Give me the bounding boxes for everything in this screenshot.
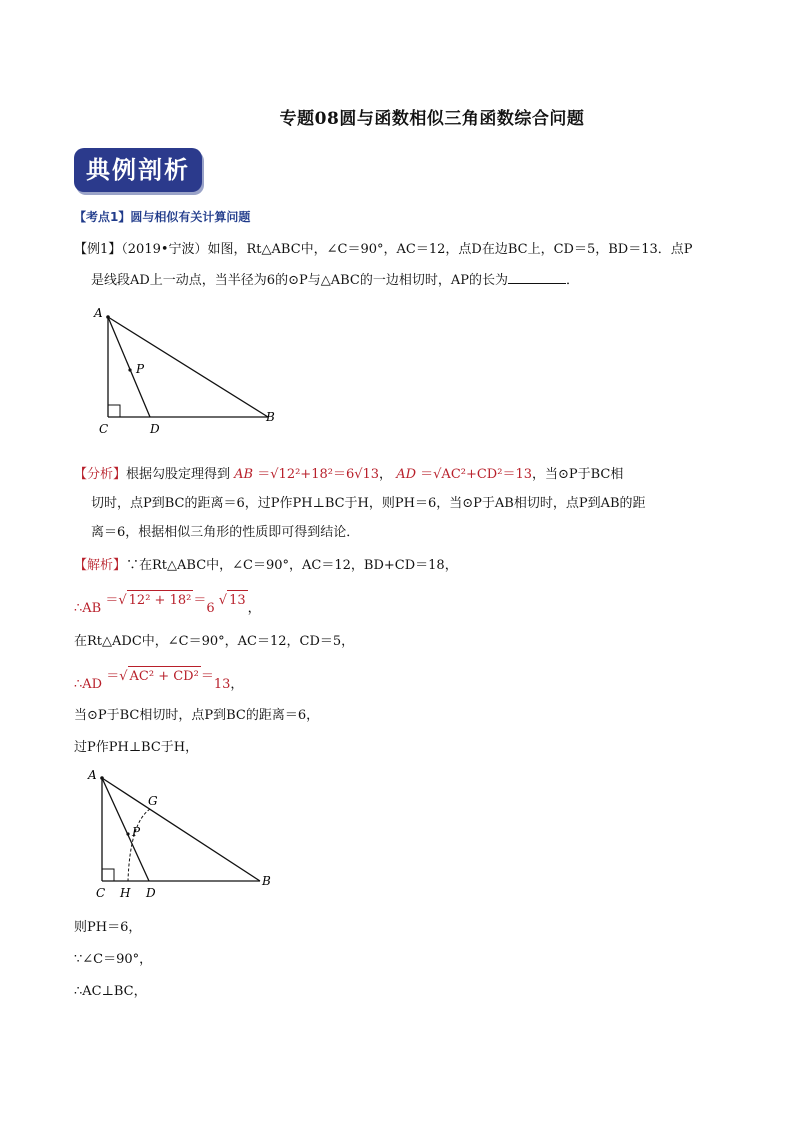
solution-ad-pre: ∴AD	[74, 677, 103, 692]
solution-line-8: ∵∠C＝90°，	[74, 952, 153, 967]
solution-label: 【解析】	[74, 558, 127, 573]
example-line-2	[91, 271, 579, 291]
solution-line-3: 在Rt△ADC中，∠C＝90°，AC＝12，CD＝5，	[74, 634, 355, 649]
solution-ab-radicand-2: 13	[227, 590, 248, 611]
solution-line-9: ∴AC⊥BC，	[74, 984, 147, 999]
fig2-label-g: G	[148, 794, 158, 808]
analysis-label: 【分析】	[74, 467, 127, 482]
analysis-line-3: 离＝6，根据相似三角形的性质即可得到结论．	[91, 525, 360, 540]
banner-label: 典例剖析	[86, 156, 190, 184]
analysis-line-2: 切时，点P到BC的距离＝6，过P作PH⊥BC于H，则PH＝6，当⊙P于AB相切时，点P到AB的距	[91, 496, 646, 511]
solution-ab-radicand: 12² + 18²	[127, 590, 194, 611]
solution-ab-pre: ∴AB	[74, 601, 102, 616]
solution-ad-value: 13	[213, 677, 231, 692]
fig1-label-a: A	[94, 306, 103, 320]
solution-ab-coef: 6	[206, 601, 215, 616]
fig1-label-p: P	[136, 362, 145, 376]
fig2-label-a: A	[88, 768, 97, 782]
analysis-ab: AB	[234, 467, 254, 482]
fig1-label-b: B	[266, 410, 275, 424]
page-title: 专题08圆与函数相似三角函数综合问题	[279, 109, 585, 129]
solution-ad-radicand: AC² + CD²	[128, 666, 201, 687]
solution-line-5: 当⊙P于BC相切时，点P到BC的距离＝6，	[74, 708, 320, 723]
solution-line-2: ∴AB ＝√ 12² + 18² ＝6 √ 13，	[74, 598, 261, 619]
fig2-label-h: H	[120, 886, 131, 900]
example-line-1: 【例1】（2019•宁波）如图，Rt△ABC中，∠C＝90°，AC＝12，点D在边BC上，CD＝5，BD＝13．点P	[74, 242, 693, 257]
analysis-text-1b: ，当⊙P于BC相	[532, 467, 624, 482]
analysis-ad: AD	[396, 467, 416, 482]
example-line-2-end: ．	[565, 273, 579, 288]
fig2-label-d: D	[146, 886, 156, 900]
fig2-label-b: B	[262, 874, 271, 888]
fig2-label-c: C	[96, 886, 106, 900]
fig1-label-d: D	[150, 422, 160, 436]
fig1-label-c: C	[99, 422, 109, 436]
section-banner	[74, 148, 204, 194]
answer-blank	[508, 271, 566, 284]
figure-1-triangle	[88, 300, 288, 440]
analysis-eq-ad: ＝√AC²+CD²＝13	[420, 467, 532, 482]
solution-line-6: 过P作PH⊥BC于H，	[74, 740, 199, 755]
topic-heading: 【考点1】圆与相似有关计算问题	[74, 210, 251, 224]
example-line-2-text: 是线段AD上一动点，当半径为6的⊙P与△ABC的一边相切时，AP的长为	[91, 273, 508, 288]
solution-text-1: ∵在Rt△ABC中，∠C＝90°，AC＝12，BD+CD＝18，	[126, 558, 458, 573]
solution-line-1	[74, 556, 458, 576]
fig2-label-p: P	[132, 825, 141, 839]
solution-line-7: 则PH＝6，	[74, 920, 142, 935]
analysis-line-1: 【分析】根据勾股定理得到 AB ＝√12²+18²＝6√13， AD ＝√AC²+CD²＝13，当⊙P于BC相	[74, 467, 624, 482]
figure-2-triangle	[82, 765, 282, 900]
analysis-eq-ab: ＝√12²+18²＝6√13	[257, 467, 380, 482]
solution-ab-eq: ＝√ 12² + 18² ＝	[105, 593, 206, 608]
analysis-text-1: 根据勾股定理得到	[126, 467, 231, 482]
solution-line-4: ∴AD ＝√ AC² + CD² ＝13，	[74, 674, 243, 695]
